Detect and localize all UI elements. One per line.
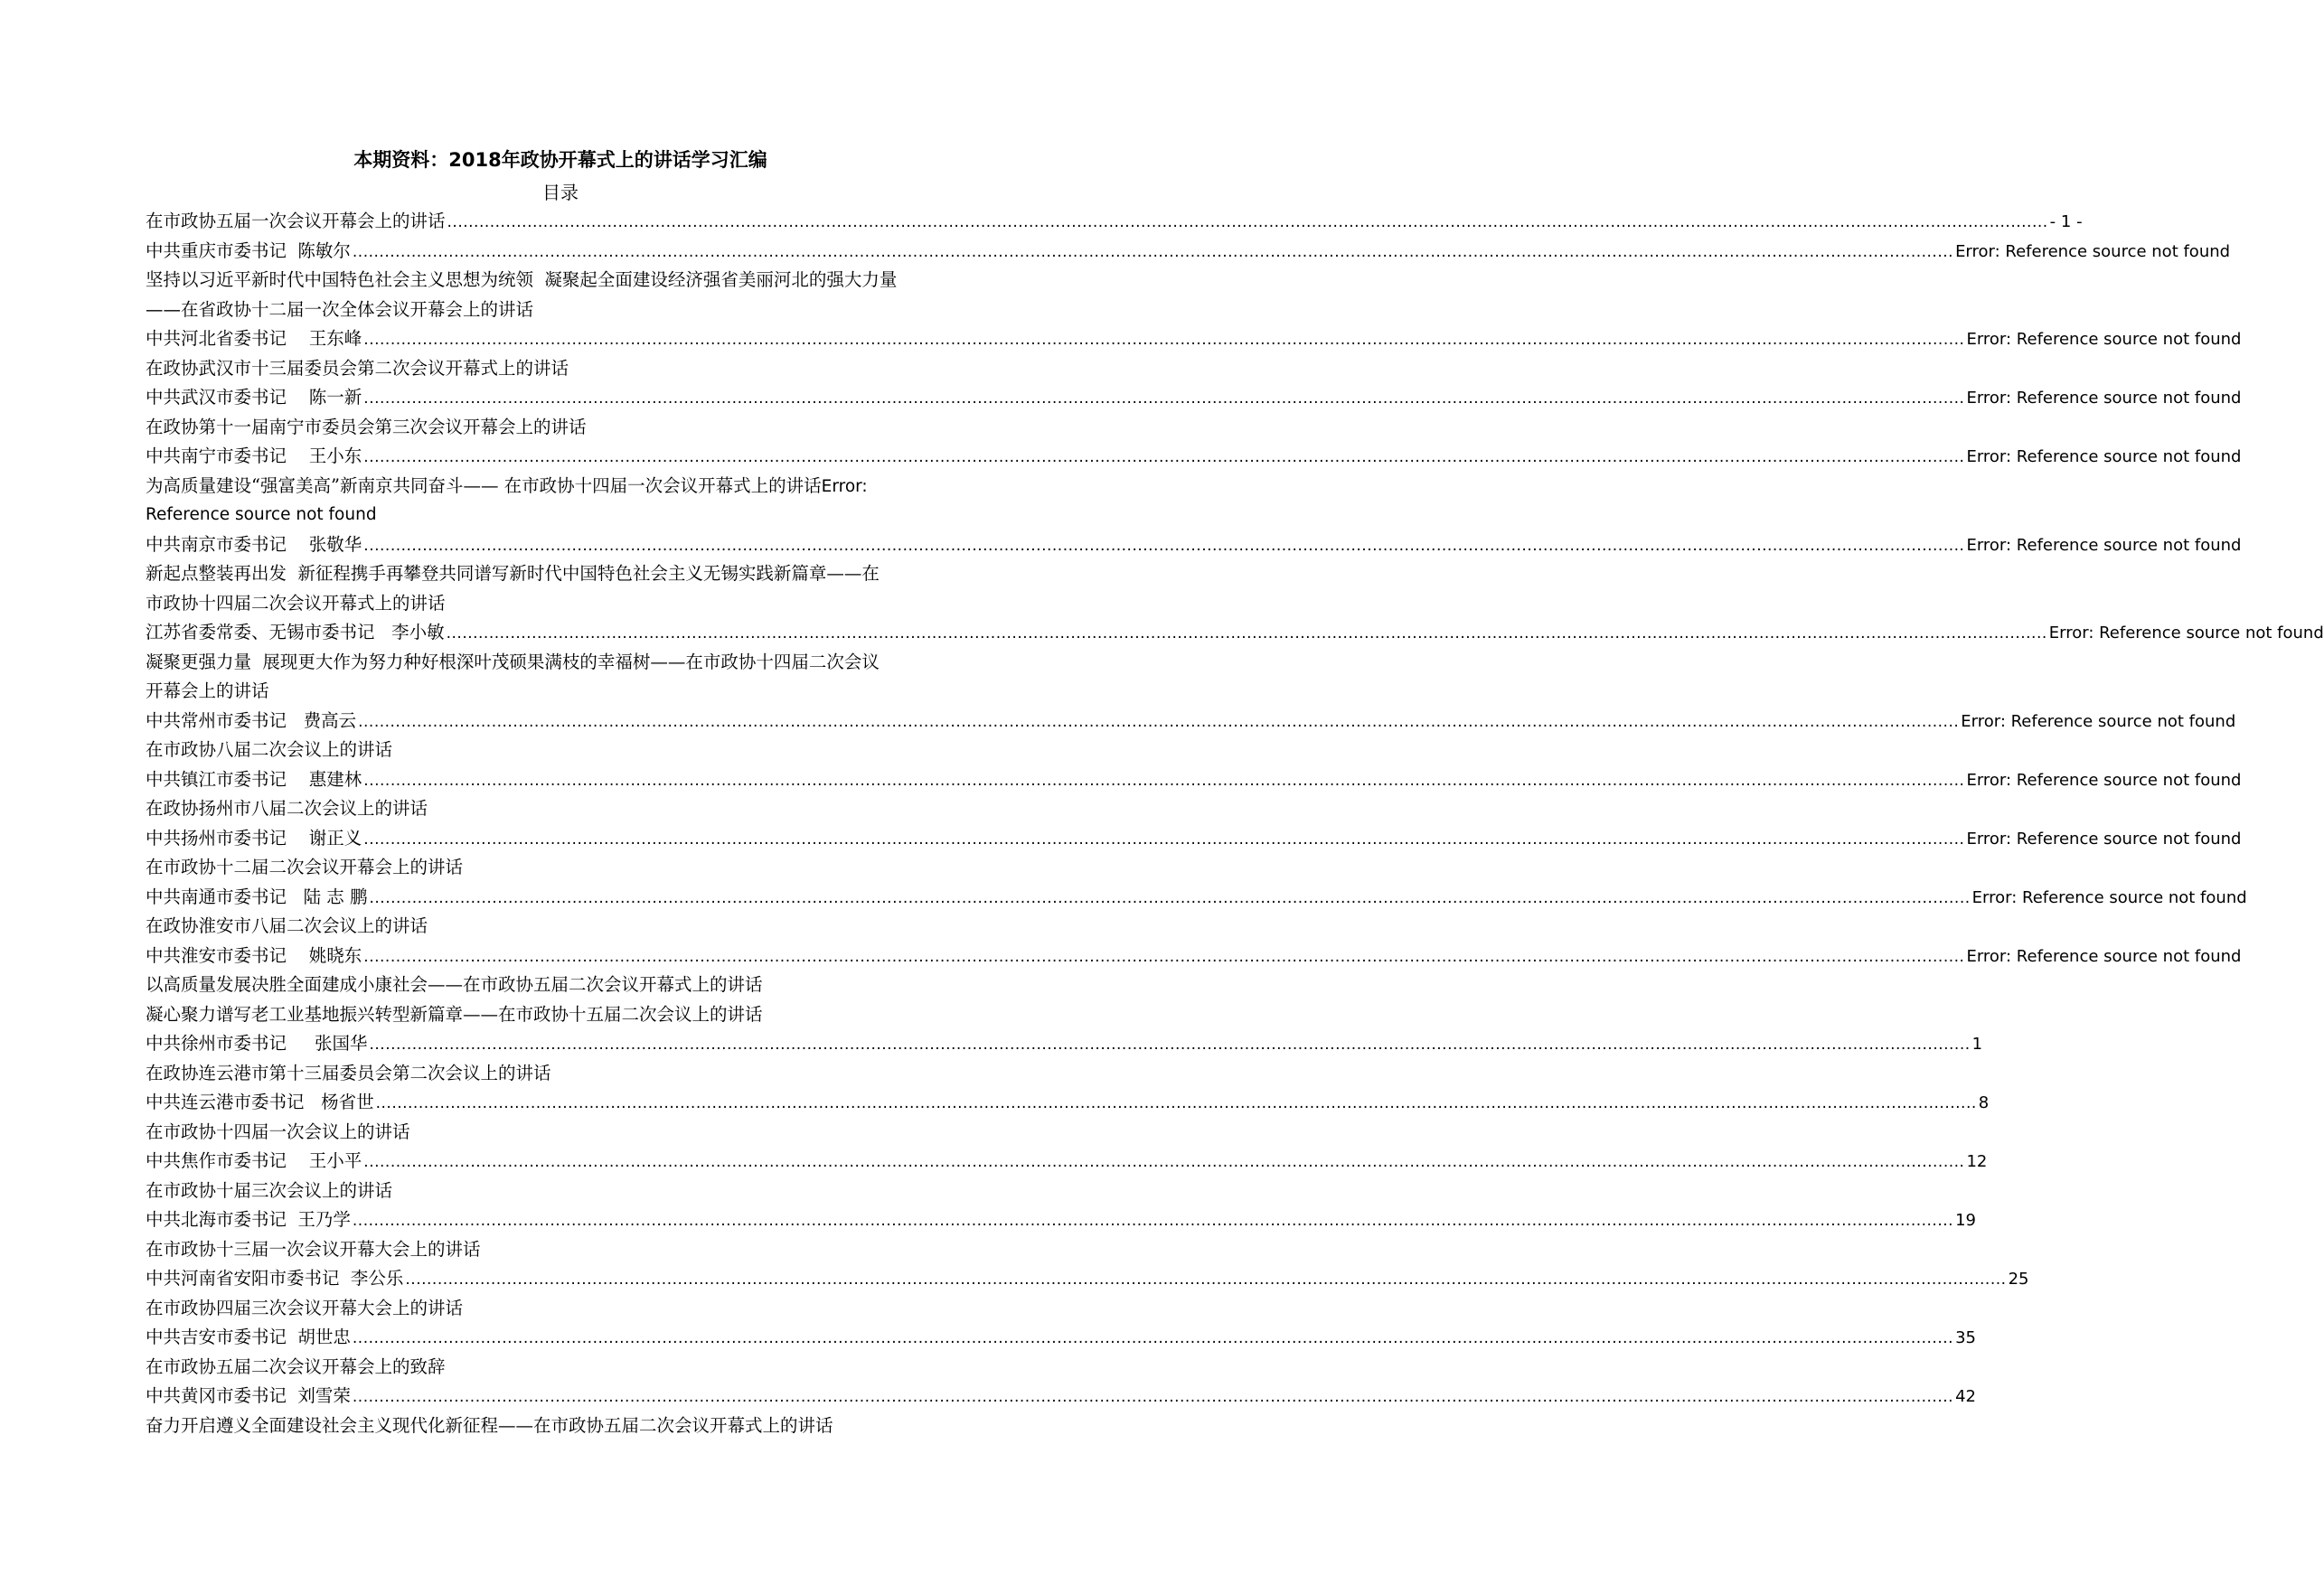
toc-heading-line [146, 1353, 991, 1383]
dot-leader: ............................................................................................................................................................................................................................................................................................................ [363, 448, 1965, 466]
toc-text-part: 以高质量发展决胜全面建成小康社会—— [146, 974, 464, 995]
toc-text-part: Reference source not found [146, 505, 377, 524]
toc-entry-title: 中共扬州市委书记 谢正义 [146, 827, 362, 849]
dot-leader: ............................................................................................................................................................................................................................................................................................................ [363, 947, 1965, 966]
toc-heading-line [146, 501, 991, 530]
toc-text-part: 凝聚更强力量 展现更大作为努力种好根深叶茂硕果满枝的幸福树—— [146, 651, 686, 672]
toc-heading-line [146, 1294, 991, 1324]
toc-page-number: 35 [1955, 1328, 1976, 1347]
toc-entry-title: 中共南京市委书记 张敬华 [146, 533, 362, 555]
document-title: 本期资料：2018年政协开幕式上的讲话学习汇编 [353, 149, 767, 171]
toc-heading-line [146, 912, 991, 942]
toc-heading-line [146, 1059, 991, 1089]
dot-leader: ............................................................................................................................................................................................................................................................................................................ [363, 830, 1965, 849]
toc-entry-title: 中共常州市委书记 费高云 [146, 709, 357, 731]
toc-page-number: Error: Reference source not found [1966, 447, 2242, 466]
toc-entry[interactable] [146, 207, 2083, 237]
toc-text-part: 在政协武汉市十三届委员会第二次会议开幕式上的讲话 [146, 357, 569, 379]
toc-heading-line [146, 1118, 991, 1148]
dot-leader: ............................................................................................................................................................................................................................................................................................................ [369, 888, 1971, 907]
toc-entry-title: 中共重庆市委书记 陈敏尔 [146, 239, 351, 261]
toc-entry-title: 中共镇江市委书记 惠建林 [146, 768, 362, 790]
toc-entry-title: 中共武汉市委书记 陈一新 [146, 387, 362, 408]
toc-page-number: 1 [1971, 1035, 1983, 1054]
toc-entry[interactable] [146, 883, 2247, 913]
toc-entry-title: 中共连云港市委书记 杨省世 [146, 1092, 374, 1112]
dot-leader: ............................................................................................................................................................................................................................................................................................................ [375, 1094, 1977, 1112]
toc-page-number: Error: Reference source not found [2048, 624, 2324, 642]
toc-text-part: 在市政协五届二次会议开幕式上的讲话 [533, 1414, 833, 1436]
toc-text-part: 在市政协十三届一次会议开幕大会上的讲话 [146, 1238, 481, 1260]
dot-leader: ............................................................................................................................................................................................................................................................................................................ [352, 1212, 1954, 1230]
dot-leader: ............................................................................................................................................................................................................................................................................................................ [363, 331, 1965, 349]
toc-entry[interactable] [146, 707, 2236, 736]
toc-heading-line [146, 971, 991, 1000]
toc-heading-line [146, 295, 991, 325]
toc-text-part: 坚持以习近平新时代中国特色社会主义思想为统领 凝聚起全面建设经济强省美丽河北的强大力量 [146, 269, 898, 290]
toc-heading-line [146, 589, 991, 619]
toc-entry[interactable] [146, 1147, 1988, 1177]
toc-text-part: 开幕会上的讲话 [146, 680, 269, 701]
toc-entry-title: 中共南通市委书记 陆 志 鹏 [146, 886, 368, 907]
toc-text-part: 在市政协八届二次会议上的讲话 [146, 739, 393, 760]
toc-page-number: Error: Reference source not found [1966, 389, 2242, 408]
toc-text-part: 在政协扬州市八届二次会议上的讲话 [146, 798, 428, 819]
toc-heading-line [146, 648, 991, 678]
toc-heading-line [146, 736, 991, 765]
toc-heading-line [146, 1235, 991, 1265]
toc-text-part: 在市政协十届三次会议上的讲话 [146, 1179, 393, 1201]
dot-leader: ............................................................................................................................................................................................................................................................................................................ [358, 712, 1960, 731]
toc-text-part: 在市政协五届二次会议开幕会上的致辞 [146, 1355, 446, 1377]
toc-text-part: 在市政协五届二次会议开幕式上的讲话 [463, 974, 763, 995]
toc-entry[interactable] [146, 442, 2242, 472]
toc-entry-title: 在市政协五届一次会议开幕会上的讲话 [146, 211, 446, 231]
toc-entry[interactable] [146, 1382, 1976, 1411]
toc-heading-line [146, 413, 991, 443]
toc-heading-line [146, 677, 991, 707]
toc-page-number: Error: Reference source not found [1966, 330, 2242, 349]
toc-page-number: 25 [2008, 1270, 2029, 1289]
toc-heading-line [146, 1411, 991, 1441]
toc-entry-title: 中共河南省安阳市委书记 李公乐 [146, 1268, 404, 1289]
dot-leader: ............................................................................................................................................................................................................................................................................................................ [363, 1153, 1965, 1171]
toc-text-part: 在政协连云港市第十三届委员会第二次会议上的讲话 [146, 1062, 551, 1083]
toc-heading-line [146, 1177, 991, 1206]
toc-heading-line [146, 794, 991, 824]
toc-heading-line [146, 266, 991, 295]
toc-entry[interactable] [146, 618, 2324, 648]
toc-text-part: 在市政协四届三次会议开幕大会上的讲话 [146, 1297, 464, 1318]
toc-heading: 目录 [542, 182, 579, 203]
toc-entry[interactable] [146, 765, 2242, 795]
toc-text-part: 在市政协十四届二次会议 [685, 651, 880, 672]
dot-leader: ............................................................................................................................................................................................................................................................................................................ [446, 624, 2047, 642]
toc-entry[interactable] [146, 383, 2242, 413]
toc-page-number: Error: Reference source not found [1961, 711, 2236, 731]
dot-leader: ............................................................................................................................................................................................................................................................................................................ [363, 536, 1965, 555]
toc-entry[interactable] [146, 237, 2231, 267]
dot-leader: ............................................................................................................................................................................................................................................................................................................ [352, 242, 1954, 261]
toc-entry-title: 中共徐州市委书记 张国华 [146, 1033, 368, 1054]
toc-entry-title: 中共北海市委书记 王乃学 [146, 1209, 351, 1230]
toc-heading-line [146, 472, 991, 502]
toc-entry[interactable] [146, 942, 2242, 971]
toc-page-number: 19 [1955, 1211, 1976, 1230]
dot-leader: ............................................................................................................................................................................................................................................................................................................ [369, 1036, 1971, 1054]
toc-page-number: Error: Reference source not found [1966, 770, 2242, 790]
toc-entry-title: 中共焦作市委书记 王小平 [146, 1150, 362, 1171]
toc-page-number: 12 [1966, 1152, 1988, 1171]
toc-text-part: 在政协淮安市八届二次会议上的讲话 [146, 915, 428, 936]
toc-entry-title: 江苏省委常委、无锡市委书记 李小敏 [146, 622, 445, 642]
toc-entry[interactable] [146, 1205, 1976, 1235]
toc-page-number: Error: Reference source not found [1955, 241, 2231, 261]
dot-leader: ............................................................................................................................................................................................................................................................................................................ [352, 1329, 1954, 1347]
toc-text-part: 新起点整装再出发 新征程携手再攀登共同谱写新时代中国特色社会主义无锡实践新篇章——在 [146, 563, 880, 584]
toc-text-part: 奋力开启遵义全面建设社会主义现代化新征程—— [146, 1414, 534, 1436]
dot-leader: ............................................................................................................................................................................................................................................................................................................ [352, 1388, 1954, 1406]
toc-text-part: 凝心聚力谱写老工业基地振兴转型新篇章—— [146, 1003, 499, 1025]
toc-entry[interactable] [146, 1029, 1983, 1059]
toc-entry-title: 中共淮安市委书记 姚晓东 [146, 944, 362, 966]
toc-entry[interactable] [146, 530, 2242, 560]
toc-text-part: 在市政协十四届一次会议开幕式上的讲话 [498, 474, 822, 496]
toc-page-number: - 1 - [2049, 212, 2083, 231]
toc-text-part: 在市政协十二届二次会议开幕会上的讲话 [146, 857, 464, 877]
toc-heading-line [146, 1000, 991, 1030]
dot-leader: ............................................................................................................................................................................................................................................................................................................ [363, 389, 1965, 408]
toc-page-number: Error: Reference source not found [1966, 946, 2242, 966]
table-of-contents [146, 207, 2324, 1440]
toc-entry[interactable] [146, 1323, 1976, 1353]
toc-heading-line [146, 354, 991, 384]
toc-entry-title: 中共吉安市委书记 胡世忠 [146, 1327, 351, 1347]
toc-text-part: ——在省政协十二届一次全体会议开幕会上的讲话 [146, 298, 534, 320]
toc-entry[interactable] [146, 324, 2242, 354]
toc-entry-title: 中共河北省委书记 王东峰 [146, 328, 362, 349]
dot-leader: ............................................................................................................................................................................................................................................................................................................ [405, 1271, 2007, 1289]
toc-text-part: 市政协十四届二次会议开幕式上的讲话 [146, 592, 446, 614]
toc-page-number: Error: Reference source not found [1971, 887, 2247, 907]
toc-text-part: 在市政协十四届一次会议上的讲话 [146, 1121, 410, 1142]
toc-page-number: Error: Reference source not found [1966, 829, 2242, 849]
toc-text-part: Error: [821, 476, 868, 496]
toc-entry[interactable] [146, 824, 2242, 854]
toc-page-number: Error: Reference source not found [1966, 535, 2242, 555]
toc-text-part: 在市政协十五届二次会议上的讲话 [498, 1003, 763, 1025]
toc-heading-line [146, 559, 991, 589]
toc-entry-title: 中共黄冈市委书记 刘雪荣 [146, 1385, 351, 1406]
toc-text-part: 在政协第十一届南宁市委员会第三次会议开幕会上的讲话 [146, 416, 587, 437]
dot-leader: ............................................................................................................................................................................................................................................................................................................ [363, 771, 1965, 790]
toc-page-number: 42 [1955, 1387, 1976, 1406]
toc-page-number: 8 [1978, 1093, 1990, 1112]
toc-entry[interactable] [146, 1088, 1990, 1118]
toc-entry-title: 中共南宁市委书记 王小东 [146, 445, 362, 466]
toc-heading-line [146, 853, 991, 883]
toc-entry[interactable] [146, 1264, 2029, 1294]
toc-text-part: 为高质量建设“强富美高”新南京共同奋斗—— [146, 474, 499, 496]
dot-leader: ............................................................................................................................................................................................................................................................................................................ [447, 213, 2048, 231]
